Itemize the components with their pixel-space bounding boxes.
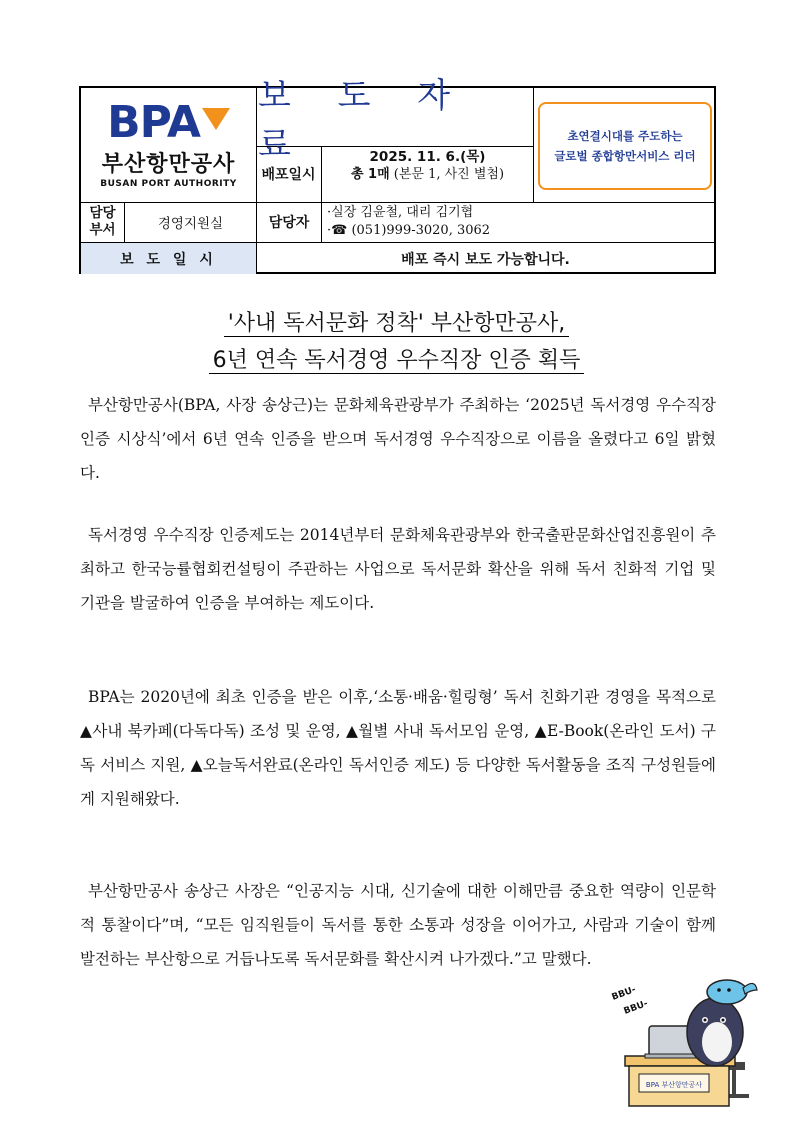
contact-info: [327, 204, 713, 242]
press-release-header: [79, 76, 716, 274]
slogan-line-1: 초연결시대를 주도하는: [567, 129, 683, 143]
logo-brand-text: BPA: [107, 97, 200, 148]
page-count: [330, 166, 525, 184]
bpa-logo-mark: [107, 97, 230, 148]
embargo-value: 배포 즉시 보도 가능합니다.: [401, 251, 570, 268]
document-title: 보 도 자 료: [258, 76, 469, 165]
release-date-label: 배포일시: [261, 167, 316, 183]
contact-phone: ·☎ (051)999-3020, 3062: [327, 223, 491, 238]
body-paragraph-4: 부산항만공사 송상근 사장은 “인공지능 시대, 신기술에 대한 이해만큼 중요한 역량이 인문학적 통찰이다”며, “모든 임직원들이 독서를 통한 소통과 성장을 이어가고, 사람과 기술이 함께 발전하는 부산항으로 거듭나도록 독서문화를 확산시켜 나가겠다.”고 말했다.: [80, 882, 716, 968]
release-date: 2025. 11. 6.(목): [369, 149, 486, 165]
release-date-info: [322, 148, 533, 202]
contact-names: ·실장 김윤철, 대리 김기협: [327, 205, 474, 220]
page-count-detail: (본문 1, 사진 별첨): [393, 167, 505, 182]
headline-line-1: [0, 306, 793, 337]
logo-triangle-icon: [202, 108, 230, 130]
mascot-bubble-1: BBU-: [610, 984, 638, 1003]
headline-line-2: [0, 343, 793, 374]
contact-label: 담당자: [268, 215, 310, 231]
department-value: 경영지원실: [157, 216, 224, 232]
desk-label: BPA 부산항만공사: [645, 1081, 703, 1089]
logo-name-en: BUSAN PORT AUTHORITY: [100, 179, 237, 189]
slogan-line-2: 글로벌 종합항만서비스 리더: [554, 149, 696, 163]
logo-name-kr: 부산항만공사: [101, 152, 236, 177]
slogan-box: [538, 102, 712, 190]
headline-line-1-text: '사내 독서문화 정착' 부산항만공사,: [224, 311, 570, 337]
body-paragraph-3: BPA는 2020년에 최초 인증을 받은 이후,‘소통·배움·힐링형’ 독서 친화기관 경영을 목적으로 ▲사내 북카페(다독다독) 조성 및 운영, ▲월별 사내 독서모임 운영, ▲E-Book(온라인 도서) 구독 서비스 지원, ▲오늘독서완료(온라인 독서인증 제도) 등 다양한 독서활동을 조직 구성원들에게 지원해왔다.: [80, 688, 716, 808]
embargo-label: 보 도 일 시: [81, 243, 256, 274]
department-label: 담당 부서: [89, 205, 116, 238]
bpa-logo: [81, 88, 256, 202]
headline-line-2-text: 6년 연속 독서경영 우수직장 인증 획득: [209, 348, 585, 374]
body-paragraph-2: 독서경영 우수직장 인증제도는 2014년부터 문화체육관광부와 한국출판문화산업진흥원이 추최하고 한국능률협회컨설팅이 주관하는 사업으로 독서문화 확산을 위해 독서 친화적 기업 및 기관을 발굴하여 인증을 부여하는 제도이다.: [80, 526, 716, 612]
mascot-illustration: [605, 970, 775, 1110]
body-paragraph-1: 부산항만공사(BPA, 사장 송상근)는 문화체육관광부가 주최하는 ‘2025년 독서경영 우수직장 인증 시상식’에서 6년 연속 인증을 받으며 독서경영 우수직장으로 이름을 올렸다고 6일 밝혔다.: [80, 396, 716, 482]
page-count-prefix: 총 1매: [350, 167, 390, 182]
mascot-bubble-2: BBU-: [622, 998, 650, 1017]
